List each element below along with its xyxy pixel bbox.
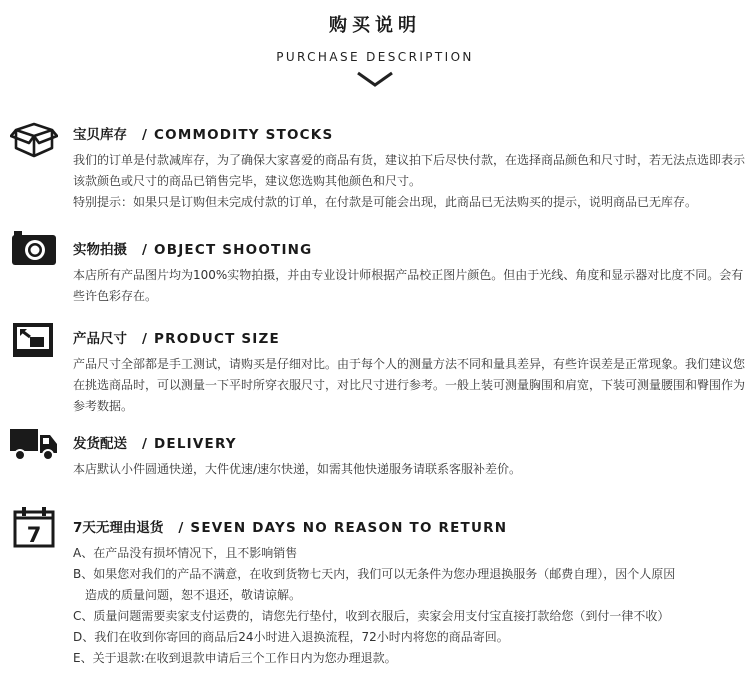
paragraph: 本店所有产品图片均为100%实物拍摄，并由专业设计师根据产品校正图片颜色。但由于光线、角度和显示器对比度不同。会有些许色彩存在。 (73, 268, 744, 303)
list-item: C、质量问题需要卖家支付运费的，请您先行垫付，收到衣服后，卖家会用支付宝直接打款给您（到付一律不收） (73, 609, 670, 623)
section-title: 7天无理由退货 / SEVEN DAYS NO REASON TO RETURN (73, 520, 508, 536)
calendar-7-icon (12, 506, 60, 550)
paragraph: 本店默认小件圆通快递，大件优速/速尔快递，如需其他快递服务请联系客服补差价。 (73, 462, 522, 476)
section-body (73, 543, 745, 669)
section-body (73, 265, 745, 307)
camera-icon (10, 229, 58, 273)
section-title: 产品尺寸 / PRODUCT SIZE (73, 331, 280, 347)
list-item: D、我们在收到你寄回的商品后24小时进入退换流程，72小时内将您的商品寄回。 (73, 630, 509, 644)
section-body (73, 150, 745, 213)
truck-icon (10, 423, 58, 467)
list-item-continuation: 造成的质量问题，恕不退还，敬请谅解。 (85, 588, 302, 602)
list-item: B、如果您对我们的产品不满意，在收到货物七天内，我们可以无条件为您办理退换服务（邮费自理），因个人原因 (73, 567, 676, 581)
section-body (73, 459, 745, 480)
box-icon (10, 116, 58, 160)
section-title: 发货配送 / DELIVERY (73, 436, 237, 452)
paragraph: 我们的订单是付款减库存，为了确保大家喜爱的商品有货，建议拍下后尽快付款，在选择商品颜色和尺寸时，若无法点选即表示该款颜色或尺寸的商品已销售完毕，建议您选购其他颜色和尺寸。 (73, 153, 746, 188)
section-body (73, 354, 745, 417)
section-title: 实物拍摄 / OBJECT SHOOTING (73, 242, 313, 258)
paragraph: 产品尺寸全部都是手工测试，请购买是仔细对比。由于每个人的测量方法不同和量具差异，有些许误差是正常现象。我们建议您在挑选商品时，可以测量一下平时所穿衣服尺寸，对比尺寸进行参考。一般上装可测量胸围和肩宽，下装可测量腰围和臀围作为参考数据。 (73, 357, 746, 413)
list-item: E、关于退款:在收到退款申请后三个工作日内为您办理退款。 (73, 651, 397, 665)
calendar-day-number: 7 (26, 523, 42, 547)
page-title: 购买说明 (329, 15, 421, 36)
page-subtitle: PURCHASE DESCRIPTION (276, 50, 474, 64)
chevron-down-icon (356, 70, 394, 88)
resize-icon (10, 320, 58, 364)
paragraph: 特别提示：如果只是订购但未完成付款的订单，在付款是可能会出现，此商品已无法购买的提示，说明商品已无库存。 (73, 195, 698, 209)
page-header (0, 14, 750, 65)
list-item: A、在产品没有损坏情况下，且不影响销售 (73, 546, 298, 560)
section-title: 宝贝库存 / COMMODITY STOCKS (73, 127, 334, 143)
